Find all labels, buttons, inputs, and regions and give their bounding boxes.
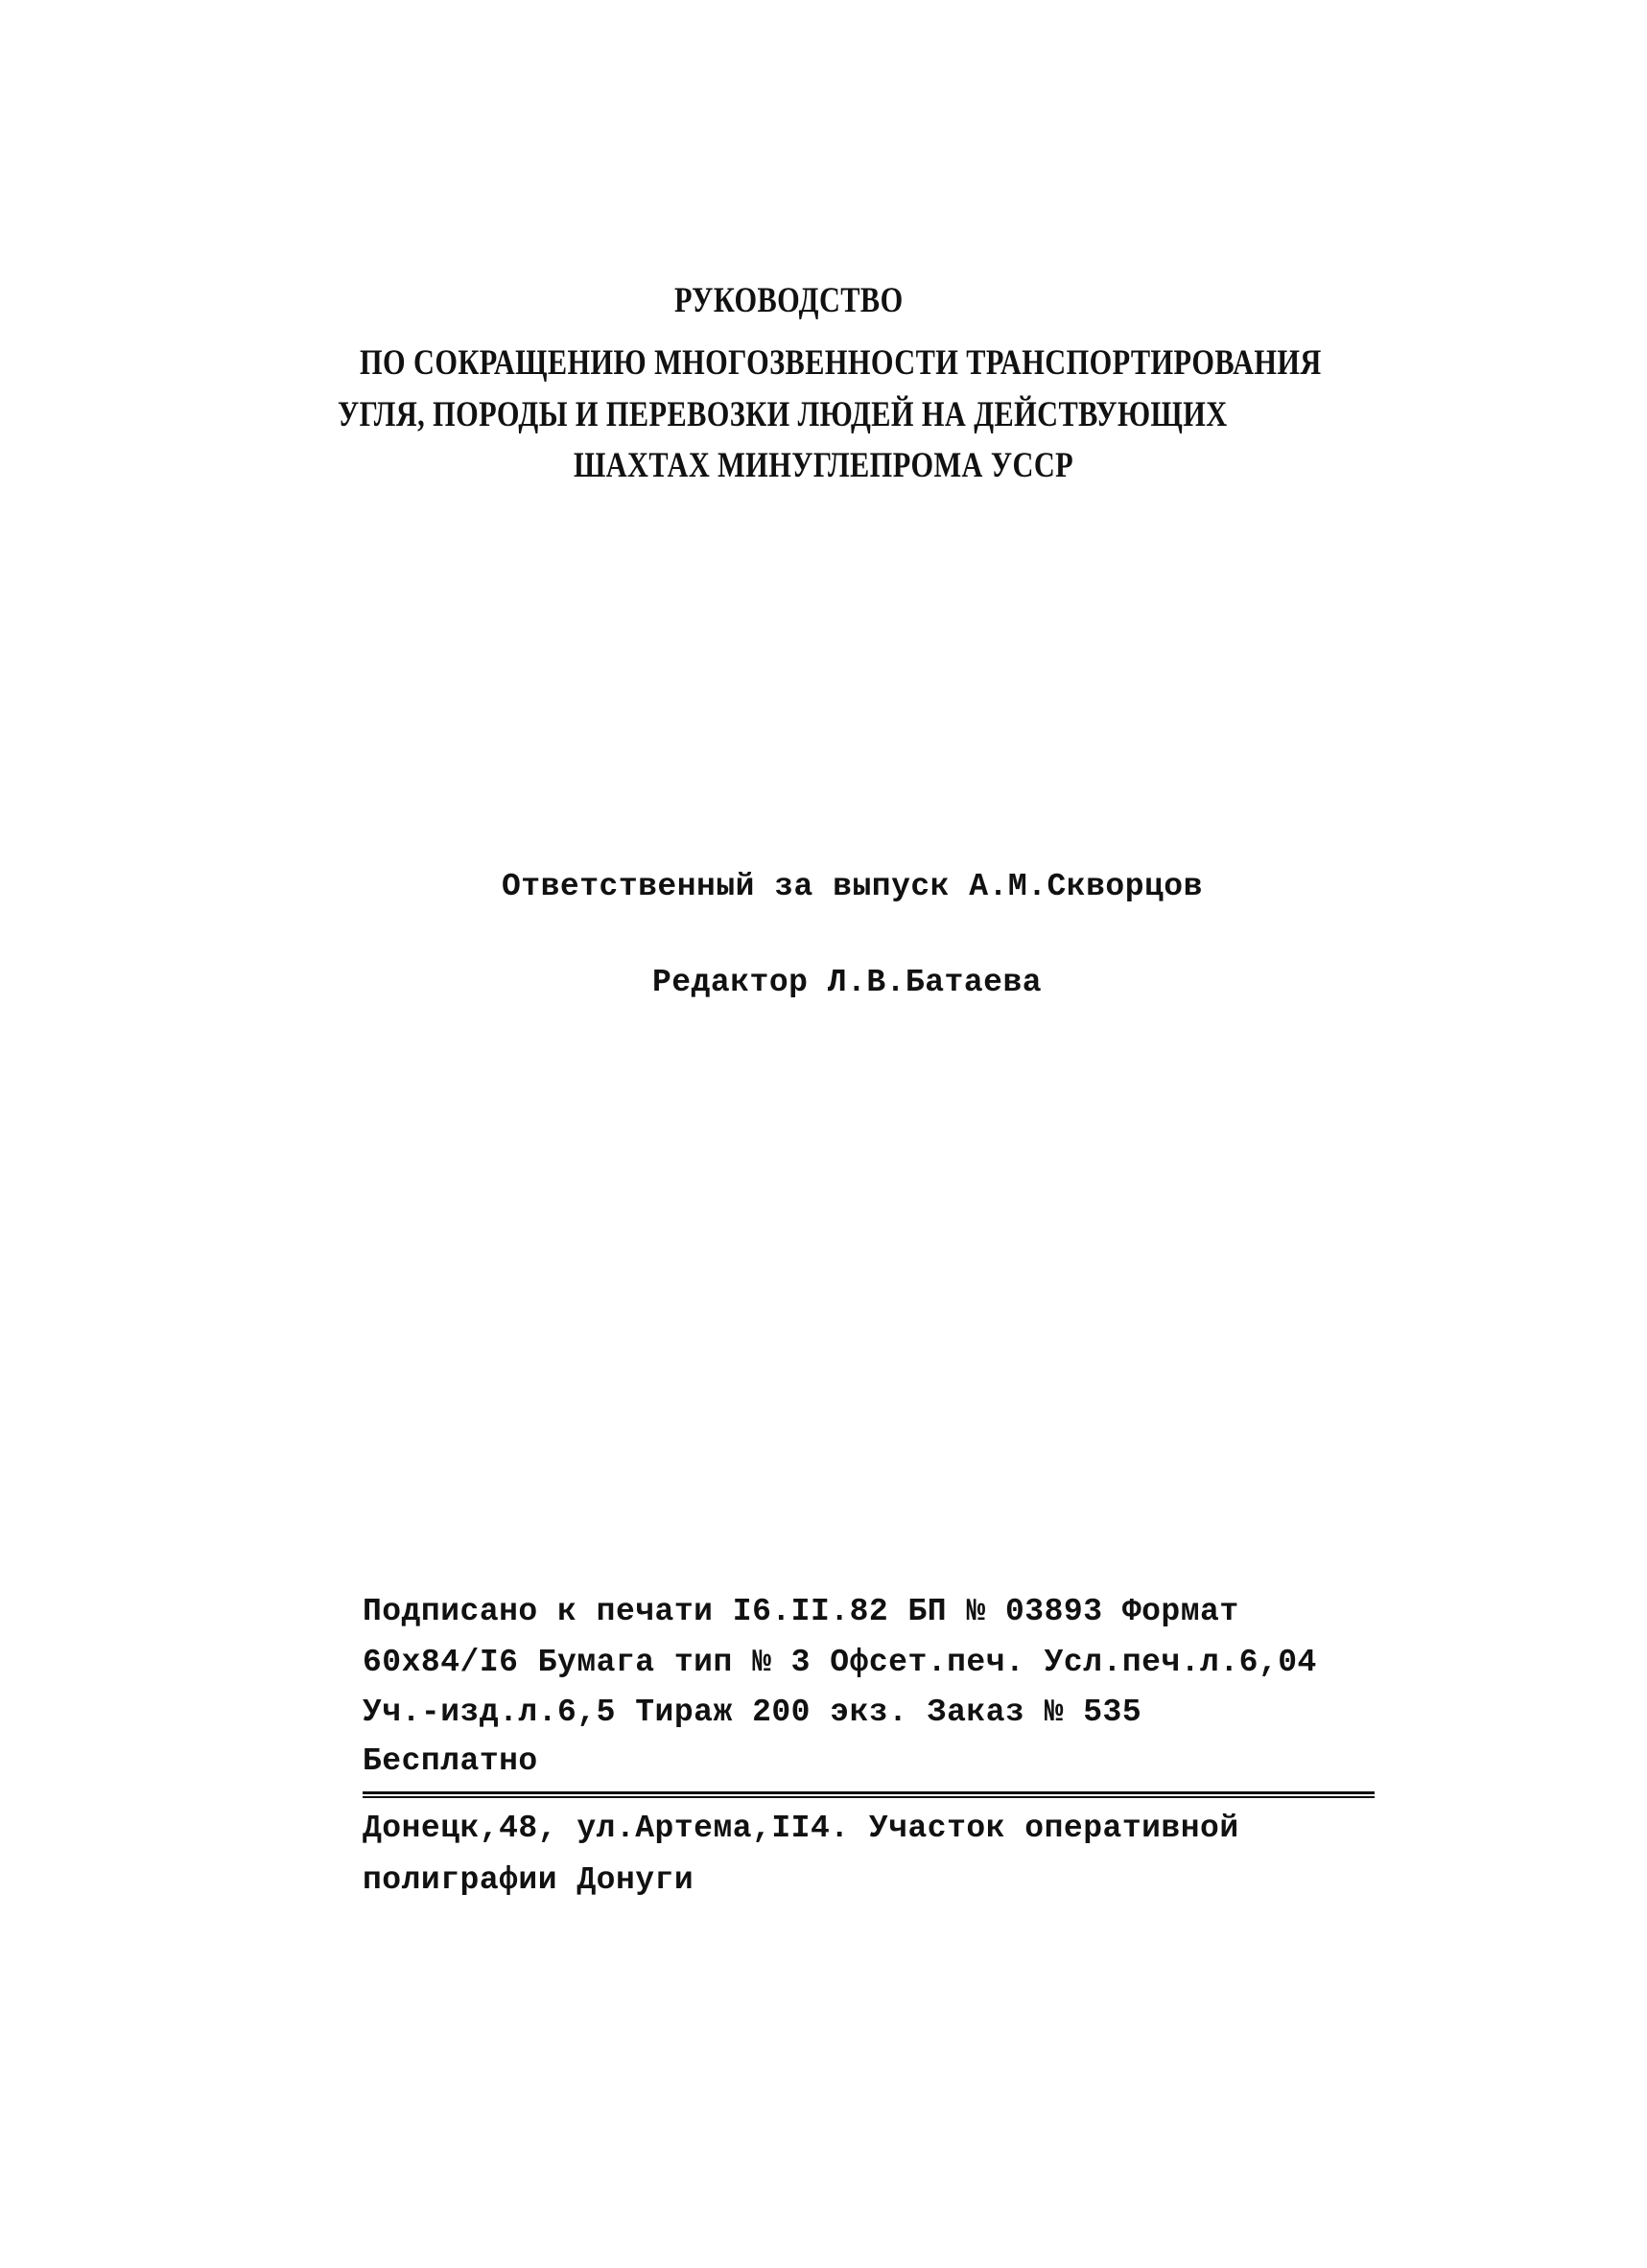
- address-line-2: полиграфии Донуги: [363, 1862, 694, 1898]
- subtitle-line-3: ШАХТАХ МИНУГЛЕПРОМА УССР: [574, 446, 1074, 485]
- responsible-line: Ответственный за выпуск А.М.Скворцов: [502, 869, 1203, 904]
- separator-rule: [363, 1791, 1375, 1798]
- subtitle-line-2: УГЛЯ, ПОРОДЫ И ПЕРЕВОЗКИ ЛЮДЕЙ НА ДЕЙСТВУЮЩИХ: [338, 395, 1228, 434]
- imprint-line-4: Бесплатно: [363, 1743, 538, 1779]
- imprint-line-1: Подписано к печати I6.II.82 БП № 03893 Формат: [363, 1594, 1239, 1629]
- document-title: РУКОВОДСТВО: [674, 281, 904, 320]
- editor-line: Редактор Л.В.Батаева: [652, 965, 1043, 1000]
- imprint-line-2: 60х84/I6 Бумага тип № 3 Офсет.печ. Усл.печ.л.6,04: [363, 1645, 1317, 1680]
- subtitle-line-1: ПО СОКРАЩЕНИЮ МНОГОЗВЕННОСТИ ТРАНСПОРТИРОВАНИЯ: [360, 343, 1322, 383]
- address-line-1: Донецк,48, ул.Артема,II4. Участок оперативной: [363, 1811, 1239, 1846]
- imprint-line-3: Уч.-изд.л.6,5 Тираж 200 экз. Заказ № 535: [363, 1695, 1142, 1730]
